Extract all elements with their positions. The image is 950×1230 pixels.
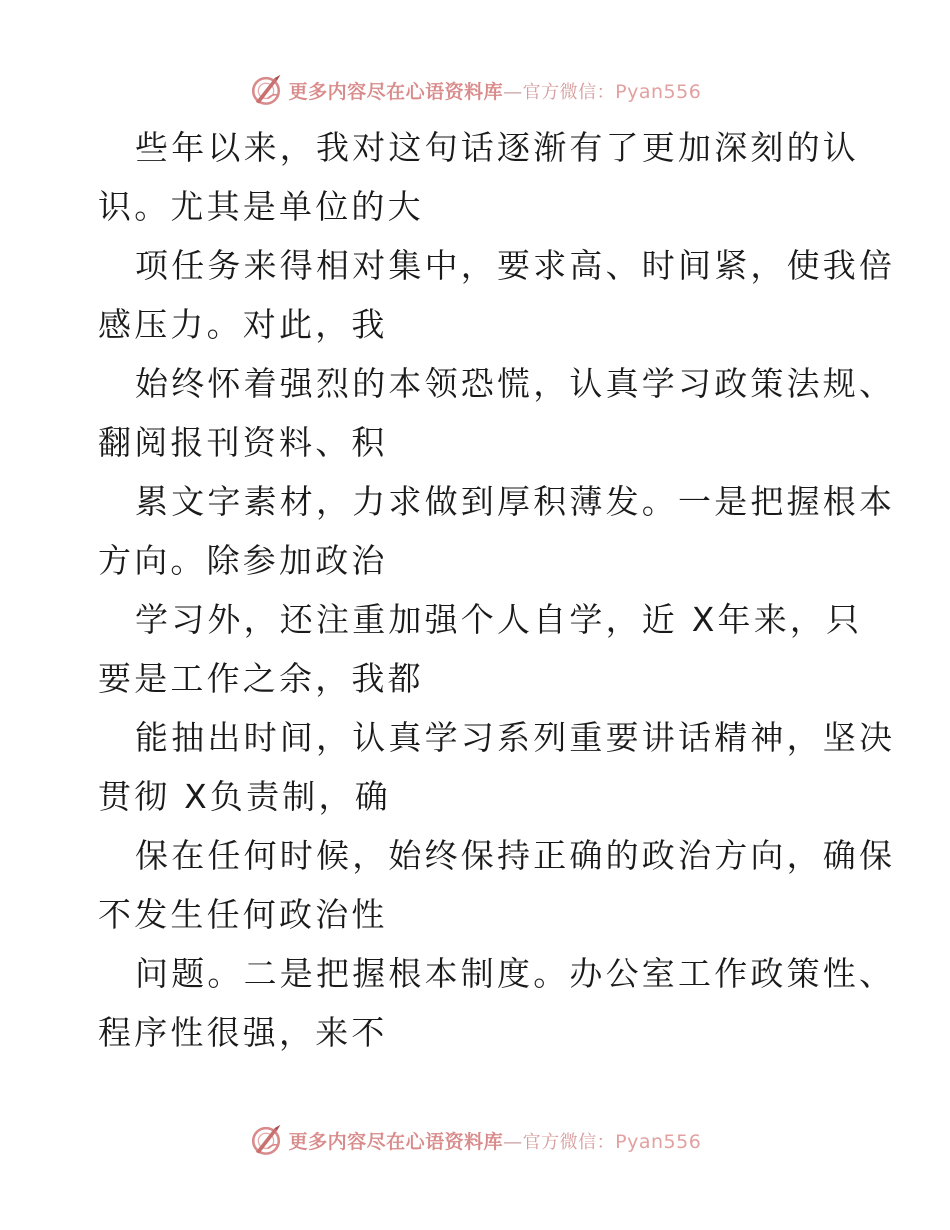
banner-dash: — — [503, 1130, 523, 1153]
header-banner-content — [249, 73, 702, 107]
banner-dash: — — [503, 80, 523, 103]
header-banner — [0, 70, 950, 110]
text-line: 能抽出时间，认真学习系列重要讲话精神，坚决 — [135, 718, 896, 757]
footer-banner — [0, 1120, 950, 1160]
text-line: 保在任何时候，始终保持正确的政治方向，确保 — [135, 836, 896, 875]
banner-wechat-id: Pyan556 — [615, 1130, 702, 1153]
text-line: 项任务来得相对集中，要求高、时间紧，使我倍 — [135, 246, 896, 285]
text-line: 要是工作之余，我都 — [98, 659, 424, 698]
banner-wechat-id: Pyan556 — [615, 80, 702, 103]
banner-text — [289, 1127, 702, 1154]
quill-logo-icon — [249, 1123, 283, 1157]
text-line: 贯彻 X负责制，确 — [98, 777, 391, 816]
text-line: 程序性很强，来不 — [98, 1013, 388, 1052]
text-line: 感压力。对此，我 — [98, 305, 388, 344]
banner-main-text: 更多内容尽在心语资料库 — [288, 80, 504, 103]
text-line: 不发生任何政治性 — [98, 895, 388, 934]
text-line: 学习外，还注重加强个人自学，近 X年来，只 — [135, 600, 863, 639]
banner-text — [289, 77, 702, 104]
quill-logo-icon — [249, 73, 283, 107]
text-line: 方向。除参加政治 — [98, 541, 388, 580]
text-line: 累文字素材，力求做到厚积薄发。一是把握根本 — [135, 482, 896, 521]
text-line: 问题。二是把握根本制度。办公室工作政策性、 — [135, 954, 896, 993]
text-line: 识。尤其是单位的大 — [98, 187, 424, 226]
banner-sub-text: 官方微信： — [522, 81, 616, 103]
banner-main-text: 更多内容尽在心语资料库 — [288, 1130, 504, 1153]
document-body — [98, 118, 896, 1062]
text-line: 些年以来，我对这句话逐渐有了更加深刻的认 — [135, 128, 859, 167]
text-line: 始终怀着强烈的本领恐慌，认真学习政策法规、 — [135, 364, 896, 403]
banner-sub-text: 官方微信： — [522, 1131, 616, 1153]
text-line: 翻阅报刊资料、积 — [98, 423, 388, 462]
footer-banner-content — [249, 1123, 702, 1157]
